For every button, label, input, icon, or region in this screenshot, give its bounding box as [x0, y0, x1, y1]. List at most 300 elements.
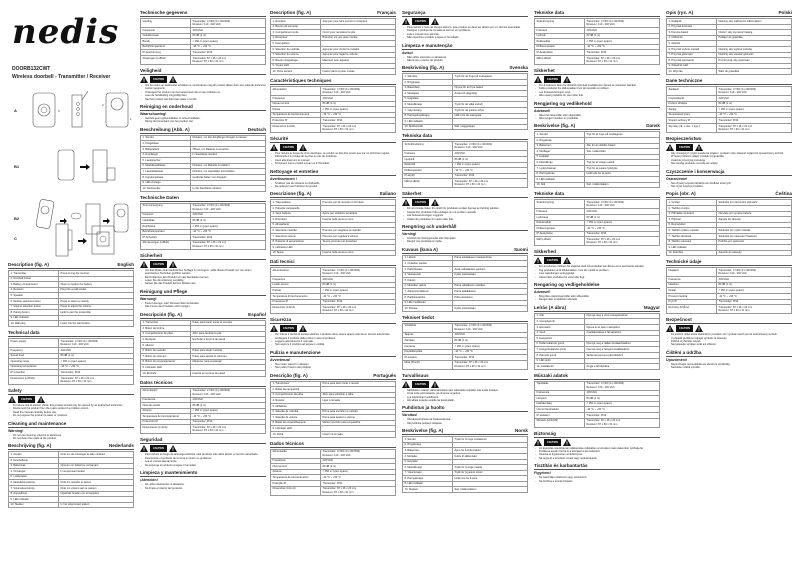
cleaning-list [534, 295, 660, 302]
warning-triangle-icon [140, 261, 148, 268]
spec-label: Üzemi hőmérséklet [535, 407, 585, 413]
spec-label: Protección IP [141, 419, 191, 425]
part-name: 4. Receiver [9, 287, 59, 293]
part-name: 1. Sändare [403, 74, 453, 80]
safety-item: - Desconecte el producto de la toma si ocurre un problema. [140, 457, 266, 460]
part-name: 4. Přijímač [667, 217, 717, 223]
spec-value: -10 °C ~ +50 °C [585, 407, 660, 413]
spec-value: 433 MHz [453, 332, 528, 338]
spec-label: Virtalähde [403, 323, 453, 332]
spec-label: Alimentación [141, 388, 191, 397]
part-name: 10. Pistoke [403, 306, 453, 312]
spec-label: Dimensions (LxWxH) [9, 375, 59, 384]
section-title: Kuvaus (kuva A) [402, 246, 438, 252]
spec-value: < 150 m (open space) [717, 288, 792, 294]
safety-item: - Scollegare il prodotto dalla presa in caso di problemi. [270, 337, 396, 340]
part-name: 2. Ovikellon painike [403, 261, 453, 267]
spec-value: Transmitter: 87 x 46 x 23 mm Receiver: 87 x 60 x 31 mm [717, 305, 792, 314]
warning-triangle-icon [140, 445, 148, 452]
spec-value: < 150 m (open space) [585, 401, 660, 407]
technical-data-table [270, 86, 396, 133]
spec-label: Zasilanie [667, 86, 717, 95]
cleaning-item: - Använd inte lösningsmedel eller slipmedel. [402, 237, 528, 240]
part-name: 9. Indicatore LED [271, 245, 321, 251]
part-description: Tryck för att justera volym [453, 108, 528, 114]
section-heading [140, 104, 266, 111]
table-row [535, 381, 660, 390]
section-clean-da [534, 282, 660, 302]
table-row [667, 305, 792, 314]
description-table [270, 18, 396, 75]
section-title: Limpieza y mantenimiento [140, 470, 198, 476]
section-title: Turvallisuus [402, 372, 429, 378]
table-row [535, 200, 660, 209]
section-heading [8, 421, 134, 428]
spec-value: 433 MHz [191, 397, 266, 403]
column-2 [140, 10, 266, 493]
part-name: 1. Lähetin [403, 255, 453, 261]
section-heading [140, 127, 266, 134]
safety-item: - Leia o manual com atenção. [402, 33, 528, 36]
caution-label: CAUTION [280, 325, 297, 332]
spec-value: Transmitter: IP44 [717, 299, 792, 305]
section-title: Veiligheid [140, 67, 162, 73]
spec-value: 80 dB (1 m) [191, 403, 266, 409]
section-clean-nl [140, 104, 266, 124]
section-heading [140, 195, 266, 202]
part-description: Insert into the wall socket [59, 321, 134, 327]
figure-label: C [14, 236, 17, 241]
spec-value: -10 °C ~ +50 °C [585, 226, 660, 232]
part-description: Zapojte do zásuvky [717, 217, 792, 223]
cleaning-list [270, 182, 396, 189]
section-title: Popis (obr. A) [666, 191, 696, 197]
table-row [667, 86, 792, 95]
safety-item: - Sähköiskun vaaran vähentämiseksi vain valtuutettu teknikko saa avata tuotteen. [402, 389, 528, 392]
part-description: Hold inde for at parre [585, 171, 660, 177]
section-safety-da [534, 249, 660, 279]
spec-label: Frekvence [667, 277, 717, 283]
part-name: 10. Stekker [9, 502, 59, 508]
part-description: Manter premido para emparelhar [321, 420, 396, 426]
cleaning-item: - Nie używaj rozpuszczalników ani środków ściernych. [666, 182, 792, 185]
spec-value: 433 MHz [321, 458, 396, 464]
cleaning-item: - Keine Lösungs- oder Scheuermittel verwenden. [140, 302, 266, 305]
spec-label: Livello sonoro [271, 282, 321, 288]
cleaning-item: - Nie czyść wnętrza produktu. [666, 185, 792, 188]
part-name: 4. Vastaanotin [403, 272, 453, 278]
part-name: 4. Ontvanger [9, 469, 59, 475]
part-description: Naciśnij, aby zadzwonić odbiornikiem [717, 19, 792, 25]
spec-label: Mål (LxBxH) [535, 237, 585, 246]
table-row [271, 123, 396, 132]
part-description: Paina soittaaksesi vastaanotinta [453, 255, 528, 261]
section-desc-fi [402, 247, 528, 312]
part-name: 2. Botão da campainha [271, 387, 321, 393]
part-name: 7. Lydstyrkeknap [535, 165, 585, 171]
part-name: 6. Melodiknapp [403, 465, 453, 471]
spec-label: Napájení [667, 268, 717, 277]
part-description: Sæt i stikkontakt [585, 149, 660, 155]
section-title: Nettoyage et entretien [270, 168, 319, 174]
section-clean-cs [666, 350, 792, 370]
part-description: Aprire per sostituire la batteria [321, 211, 396, 217]
spec-value: Transmitter: 87 x 46 x 23 mm Receiver: 87 x 60 x 31 mm [585, 418, 660, 427]
spec-value: < 150 m (open space) [585, 39, 660, 45]
safety-item: - Om het risico op elektrische schokken te verminderen mag dit product alleen door een erkende technicus worden geopend. [140, 84, 266, 91]
part-name: 10. Zástrčka [667, 250, 717, 256]
section-heading [666, 350, 792, 357]
safety-item: - Não exponha o produto a água ou humidade. [402, 36, 528, 39]
spec-value: < 150 m (open space) [321, 288, 396, 294]
spec-label: Tápellátás [535, 381, 585, 390]
part-description: Inserir na tomada [321, 432, 396, 438]
part-name: 8. Parringsknap [535, 171, 585, 177]
cleaning-list [402, 237, 528, 244]
part-name: 6. Melody selection button [9, 298, 59, 304]
safety-item: - Ke snížení rizika úrazu elektrickým proudem smí výrobek otevřít pouze autorizovaný technik. [666, 333, 792, 336]
section-desc-sv [402, 65, 528, 130]
warning-triangle-icon [666, 144, 674, 151]
spec-label: Sound level [9, 353, 59, 359]
cleaning-item: - Reinig de binnenkant van het product niet. [140, 120, 266, 123]
spec-value: 80 dB (1 m) [321, 101, 396, 107]
section-title: Sécurité [270, 135, 289, 141]
part-description: Inserire nella presa a muro [321, 217, 396, 223]
spec-label: Alimentação [271, 449, 321, 458]
warning-triangle-icon [534, 439, 542, 446]
safety-item: - Lue käyttöohje huolellisesti. [402, 396, 528, 399]
spec-value: -10 °C ~ +50 °C [453, 349, 528, 355]
section-tech-es [140, 380, 266, 435]
section-title: Beskrivelse (fig. A) [402, 428, 444, 434]
safety-list [666, 333, 792, 347]
spec-label: Afmetingen (LxBxH) [141, 55, 191, 64]
section-heading [8, 443, 134, 450]
spec-label: Fréquence [271, 95, 321, 101]
safety-item: - Nevystavujte výrobek vodě ani vlhkosti. [666, 343, 792, 346]
language-label: Suomi [513, 246, 528, 252]
section-title: Tekniske data [534, 191, 565, 197]
part-name: 5. Altifalante [271, 404, 321, 410]
part-description: Avaa vaihtaaksesi pariston [453, 266, 528, 272]
part-description: Koble til stikkontakt [453, 453, 528, 459]
warning-triangle-icon [402, 199, 410, 206]
section-heading [270, 317, 396, 324]
language-label: Français [377, 10, 396, 15]
part-description: Włóż do gniazdka [717, 69, 792, 75]
part-name: 4. Récepteur [271, 35, 321, 41]
column-4 [402, 10, 528, 496]
part-name: 4. Ricevitore [271, 217, 321, 223]
warning-triangle-icon [666, 325, 674, 332]
spec-value: Transmitter: 3 VDC (1x CR2032) Receiver: 110 - 240 VAC [191, 19, 266, 28]
section-desc-nl [8, 443, 134, 508]
part-description: In die Steckdose stecken [191, 186, 266, 192]
section-safety-cs [666, 317, 792, 347]
warning-triangle-icon [402, 381, 410, 388]
technical-data-table [534, 199, 660, 246]
spec-label: Portée [271, 107, 321, 113]
section-tech-hu [534, 373, 660, 428]
table-row [535, 182, 660, 188]
part-name: 5. Luidspreker [9, 474, 59, 480]
section-clean-pl [666, 169, 792, 189]
spec-value: Transmitter: 87 x 46 x 23 mm Receiver: 87 x 60 x 31 mm [453, 179, 528, 188]
part-description: Nyissa ki az elem cseréjéhez [585, 324, 660, 330]
part-name: 1. Sender [403, 437, 453, 443]
safety-item: - Lesen Sie die Anleitung sorgfältig. [140, 279, 266, 282]
spec-label: Frequency [9, 347, 59, 353]
section-tech-en [8, 330, 134, 385]
section-heading [534, 123, 660, 130]
section-heading [270, 136, 396, 143]
part-name: 3. Compartimento de pilas [141, 331, 191, 337]
warning-subheading: Advarsel! [534, 108, 551, 113]
spec-value: Transmitter: 87 x 46 x 23 mm Receiver: 87 x 60 x 31 mm [191, 425, 266, 434]
table-row [667, 69, 792, 75]
part-description: Otevřete pro výměnu baterie [717, 211, 792, 217]
part-name: 3. Batterirom [403, 448, 453, 454]
part-name: 6. Tlačítko výběru melodie [667, 228, 717, 234]
part-name: 6. Melodian valinta [403, 283, 453, 289]
section-title: Czyszczenie i konserwacja [666, 168, 725, 174]
spec-value: 433 MHz [321, 277, 396, 283]
spec-label: Mål (LxBxH) [535, 55, 585, 64]
part-description: Podłącz do gniazdka [717, 35, 792, 41]
part-description: Nyomja meg a hangerő beállításához [585, 347, 660, 353]
part-name: 9. Voyant LED [271, 63, 321, 69]
part-name: 9. LED-indikator [403, 119, 453, 125]
part-name: 3. Paristokotelo [403, 266, 453, 272]
spec-label: Alcance [271, 469, 321, 475]
spec-label: Strømforsyning [535, 19, 585, 28]
part-name: 7. Hangerőválasztó gomb [535, 347, 585, 353]
spec-label: IP-suojaus [403, 355, 453, 361]
part-description: Drücken, um den Empfänger klingeln zu lassen [191, 135, 266, 141]
warning-subheading: Avertissement ! [270, 176, 297, 181]
part-description: Otwórz, aby wymienić baterię [717, 30, 792, 36]
part-description: Druk om de ontvanger te laten rinkelen [59, 452, 134, 458]
warning-triangle-icon [563, 76, 571, 83]
spec-label: Zasięg [667, 107, 717, 113]
part-description: Maintenir pour appairer [321, 58, 396, 64]
spec-value: Transmitter: 3 VDC (1x CR2032) Receiver: 110 - 240 VAC [717, 86, 792, 95]
section-title: Opis (rys. A) [666, 10, 694, 15]
language-label: Deutsch [247, 126, 266, 132]
spec-value: Transmitter: 3 VDC (1x CR2032) Receiver: 110 - 240 VAC [59, 338, 134, 347]
part-name: 8. Bouton d'appairage [271, 58, 321, 64]
part-description: In het stopcontact steken [59, 502, 134, 508]
language-label: Norsk [514, 428, 528, 434]
part-name: 10. Ficha [271, 432, 321, 438]
spec-value: Transmitter: IP44 [717, 118, 792, 124]
part-description: Plug into a wall socket [59, 287, 134, 293]
spec-label: Bedrijfstemperatuur [141, 44, 191, 50]
section-safety-nl [140, 68, 266, 101]
spec-label: Hlasitost [667, 282, 717, 288]
section-heading [402, 10, 528, 17]
spec-label: Alimentazione [271, 268, 321, 277]
table-row [141, 55, 266, 64]
cleaning-item: - Não limpe o interior do produto. [402, 59, 528, 62]
section-clean-de [140, 289, 266, 309]
spec-value: Transmitter: 3 VDC (1x CR2032) Receiver: 110 - 240 VAC [585, 381, 660, 390]
section-safety-it [270, 317, 396, 347]
spec-label: Dimensioni (LxPxA) [271, 305, 321, 314]
part-name: 5. Altavoz [141, 342, 191, 348]
part-name: 5. Lautsprecher [141, 158, 191, 164]
spec-value: < 150 m (open space) [453, 343, 528, 349]
part-name: 3. Komora baterii [667, 30, 717, 36]
spec-label: Frekvens [403, 151, 453, 157]
safety-item: - Udsæt ikke produktet for vand eller fugt. [534, 276, 660, 279]
spec-value: Transmitter: IP44 [585, 231, 660, 237]
section-title: Tekniske data [534, 10, 565, 15]
part-name: 6. Melodiknapp [403, 102, 453, 108]
warning-icons [666, 325, 792, 332]
spec-value: Transmitter: IP44 [585, 413, 660, 419]
section-safety-hu [534, 431, 660, 461]
spec-value: 433 MHz [191, 212, 266, 218]
spec-value: Transmitter: 87 x 46 x 23 mm Receiver: 87 x 60 x 31 mm [321, 123, 396, 132]
technical-data-table [402, 141, 528, 188]
part-name: 8. Kopplungstaste [141, 174, 191, 180]
part-name: 1. Émetteur [271, 19, 321, 25]
section-title: Reiniging en onderhoud [140, 104, 193, 109]
spec-label: Reichweite [141, 223, 191, 229]
section-heading [666, 317, 792, 324]
spec-label: Dimensiones (LxAxA) [141, 425, 191, 434]
spec-label: Käyttölämpötila [403, 349, 453, 355]
battery-insert-drawing [8, 148, 133, 188]
section-title: Dane techniczne [666, 77, 703, 83]
cleaning-list [666, 182, 792, 189]
table-row [403, 142, 528, 151]
part-name: 2. Csengőgomb [535, 319, 585, 325]
spec-value: Transmitter: 3 VDC (1x CR2032) Receiver: 110 - 240 VAC [585, 200, 660, 209]
section-title: Sicherheit [140, 252, 163, 258]
part-name: 1. Sender [535, 132, 585, 138]
section-title: Biztonság [534, 430, 556, 436]
part-description: Öffnen, um Batterie zu ersetzen [191, 147, 266, 153]
section-heading [140, 253, 266, 260]
warning-triangle-icon [431, 381, 439, 388]
safety-item: - N'exposez pas le produit à l'eau ou à l'humidité. [270, 162, 396, 165]
spec-value: Transmitter: IP44 [321, 481, 396, 487]
section-title: Rengjøring og vedlikehold [534, 100, 592, 106]
spec-label: IP-védelem [535, 413, 585, 419]
part-description: Paina säätääksesi [453, 289, 528, 295]
table-row [141, 388, 266, 397]
receiver-plug-in-drawing [8, 222, 133, 260]
section-heading [140, 312, 266, 319]
spec-value: 80 dB (1 m) [453, 338, 528, 344]
part-description: Premere per regolare il volume [321, 233, 396, 239]
part-description: Press to ring the receiver [59, 271, 134, 277]
spec-label: Temperatura de funcionamiento [141, 414, 191, 420]
spec-value: -10 °C ~ +50 °C [585, 44, 660, 50]
warning-subheading: Warnung! [140, 296, 157, 301]
section-clean-fr [270, 169, 396, 189]
spec-value: Transmitter: 3 VDC (1x CR2032) Receiver: 110 - 240 VAC [453, 142, 528, 151]
section-heading [534, 282, 660, 289]
section-desc-pt [270, 373, 396, 438]
spec-value: -10 °C ~ +50 °C [717, 294, 792, 300]
section-safety-en [8, 388, 134, 418]
spec-value: -10 °C ~ +50 °C [321, 294, 396, 300]
section-desc-fr [270, 10, 396, 75]
cleaning-item: - Rengör inte produktens insida. [402, 240, 528, 243]
table-row [403, 487, 528, 493]
spec-label: Frekvens [535, 209, 585, 215]
spec-value: Transmitter: IP44 [585, 50, 660, 56]
cleaning-item: - Non pulire l'interno del prodotto. [270, 366, 396, 369]
part-name: 4. Recetor [271, 398, 321, 404]
spec-label: Rekkevidde [535, 39, 585, 45]
spec-value: < 150 m (open space) [585, 220, 660, 226]
section-heading [402, 43, 528, 50]
spec-value: -10 °C ~ +50 °C [191, 414, 266, 420]
technical-data-table [534, 18, 660, 65]
safety-item: - Non esporre il prodotto ad acqua o umidità. [270, 343, 396, 346]
part-name: 1. Trasmettitore [271, 200, 321, 206]
spec-value: 80 dB (1 m) [453, 156, 528, 162]
part-description: Enchufar a la toma de pared [191, 337, 266, 343]
section-title: Technische gegevens [140, 10, 188, 15]
svg-text:2: 2 [102, 103, 104, 107]
part-description: Ingedrukt houden om te koppelen [59, 491, 134, 497]
spec-value: Transmitter: 3 VDC (1x CR2032) Receiver: 110 - 240 VAC [321, 86, 396, 95]
spec-label: Lydnivå [535, 33, 585, 39]
safety-list [402, 207, 528, 221]
cleaning-item: - Ne nettoyez pas l'intérieur du produit. [270, 185, 396, 188]
cleaning-item: - Não utilize solventes ou abrasivos. [402, 56, 528, 59]
warning-triangle-icon [169, 261, 177, 268]
part-name: 9. Indicador LED [271, 426, 321, 432]
section-heading [140, 68, 266, 75]
safety-item: - Ikke utsett produktet for vann eller fukt. [534, 94, 660, 97]
part-description: Prima para escolher a melodia [321, 409, 396, 415]
safety-item: - Läs bruksanvisningen noggrant. [402, 214, 528, 217]
safety-item: - Uważnie przeczytaj instrukcję. [666, 159, 792, 162]
table-row [403, 179, 528, 188]
part-name: 1. Transmisor [141, 320, 191, 326]
spec-label: Frekvens [535, 28, 585, 34]
section-title: Beskrivelse (fig. A) [534, 123, 576, 129]
part-name: 2. Klingeltaste [141, 141, 191, 147]
warning-icons [402, 199, 528, 206]
section-safety-pt [402, 10, 528, 40]
figure-a [8, 88, 133, 138]
warning-triangle-icon [695, 325, 703, 332]
spec-label: Operating range [9, 359, 59, 365]
part-name: 6. Selezione melodia [271, 228, 321, 234]
spec-label: Power supply [9, 338, 59, 347]
spec-label: Dosah [667, 288, 717, 294]
warning-subheading: ¡Atención! [140, 478, 158, 483]
table-row [271, 305, 396, 314]
warning-subheading: Varoitus! [402, 413, 418, 418]
warning-subheading: Advarsel! [534, 289, 551, 294]
section-title: Descrizione (fig. A) [270, 191, 312, 197]
description-table [8, 270, 134, 327]
part-name: 4. Modtager [535, 149, 585, 155]
part-description: Prima para ajustar o volume [321, 415, 396, 421]
description-table [666, 18, 792, 75]
part-name: 6. Melodiknap [535, 160, 585, 166]
section-title: Reinigung und Pflege [140, 288, 188, 294]
